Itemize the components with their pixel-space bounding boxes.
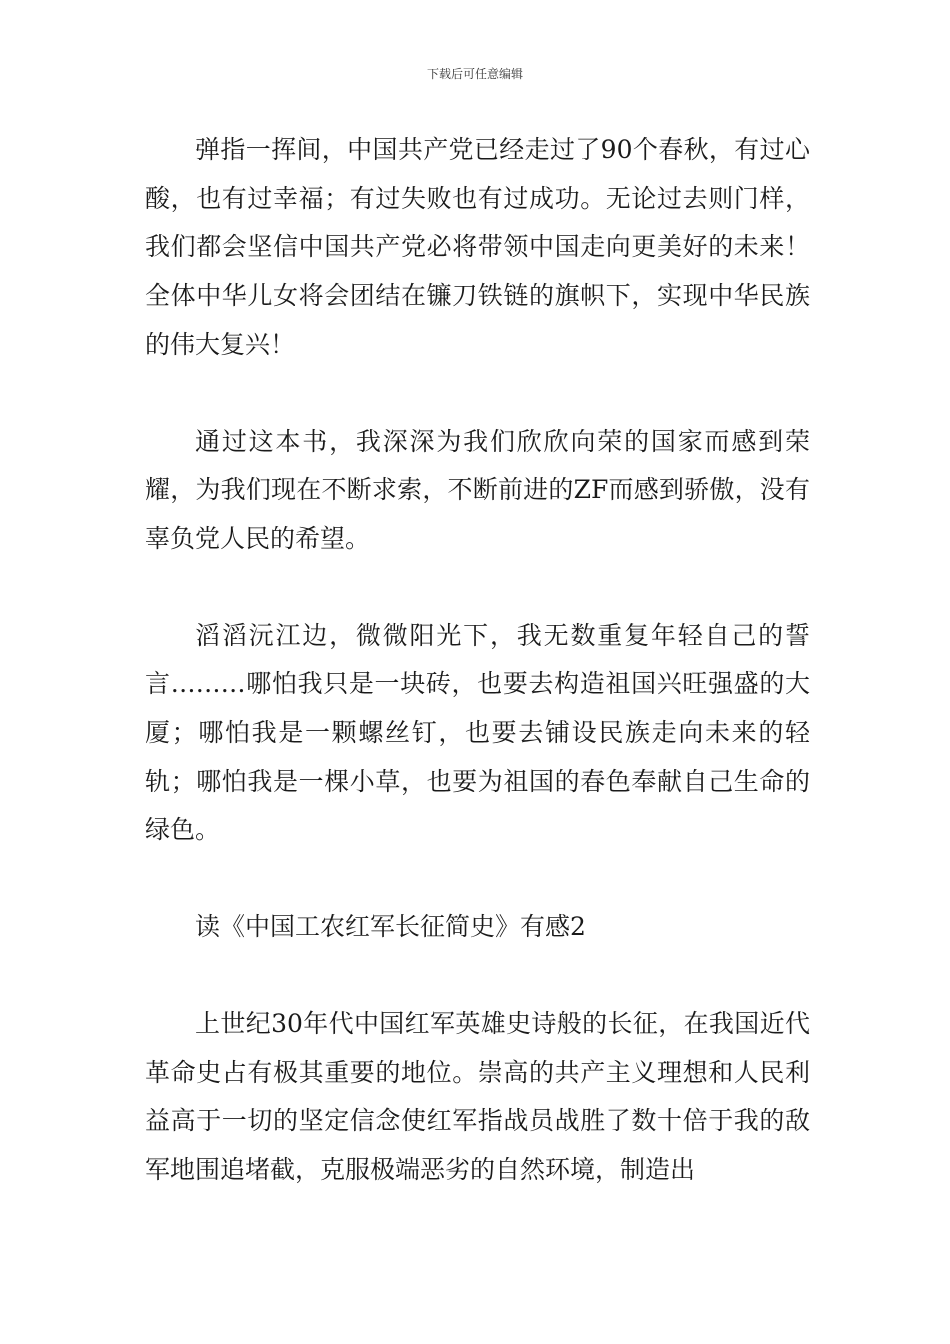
paragraph-3: 滔滔沅江边，微微阳光下，我无数重复年轻自己的誓言………哪怕我只是一块砖，也要去构造祖国兴旺强盛的大厦；哪怕我是一颗螺丝钉，也要去铺设民族走向未来的轻轨；哪怕我是一棵小草，也要为祖国的春色奉献自己生命的绿色。 [145,620,810,845]
page-header-note: 下载后可任意编辑 [426,67,523,81]
paragraph-spacer [145,855,810,903]
section-title: 读《中国工农红军长征简史》有感2 [195,912,586,942]
paragraph-2: 通过这本书，我深深为我们欣欣向荣的国家而感到荣耀，为我们现在不断求索，不断前进的ZF而感到骄傲，没有辜负党人民的希望。 [145,426,810,553]
section-paragraph: 上世纪30年代中国红军英雄史诗般的长征，在我国近代革命史占有极其重要的地位。崇高的共产主义理想和人民利益高于一切的坚定信念使红军指战员战胜了数十倍于我的敌军地围追堵截，克服极端恶劣的自然环境，制造出 [145,1008,810,1184]
document-body [145,126,810,1195]
paragraph-1: 弹指一挥间，中国共产党已经走过了90个春秋，有过心酸，也有过幸福；有过失败也有过成功。无论过去则门样，我们都会坚信中国共产党必将带领中国走向更美好的未来！全体中华儿女将会团结在镰刀铁链的旗帜下，实现中华民族的伟大复兴！ [145,135,810,359]
paragraph-spacer [145,952,810,1000]
